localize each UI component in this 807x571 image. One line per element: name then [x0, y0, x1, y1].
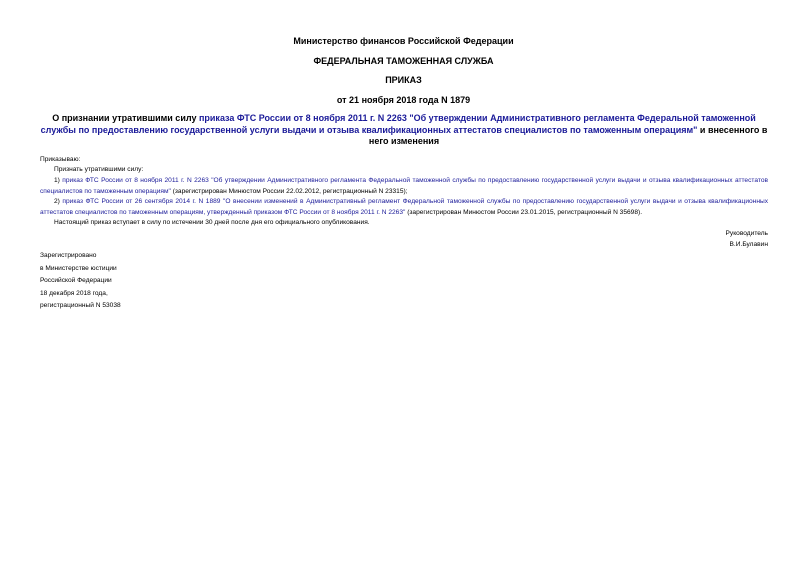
- order-word: Приказываю:: [40, 156, 81, 163]
- registration-line-5: регистрационный N 53038: [40, 302, 121, 310]
- registration-line-2: в Министерстве юстиции: [40, 264, 117, 272]
- title-prefix: О признании утратившими силу: [52, 113, 199, 123]
- signature-name: В.И.Булавин: [729, 241, 768, 248]
- item-1-number: 1): [54, 177, 63, 184]
- doc-date-heading: от 21 ноября 2018 года N 1879: [336, 95, 471, 105]
- item-intro: Признать утратившими силу:: [54, 166, 144, 173]
- registration-line-1: Зарегистрировано: [40, 252, 97, 259]
- item-2: [40, 197, 768, 218]
- title-link[interactable]: приказа ФТС России от 8 ноября 2011 г. N 2263 "Об утверждении Административного регламента Федеральной таможенной службы по предоставлению государственной услуги выдачи и отзыва квалификационных аттестатов специалистов по таможенным операциям": [40, 113, 756, 135]
- item-1-tail: (зарегистрирован Минюстом России 22.02.2012, регистрационный N 23315);: [170, 187, 408, 195]
- effective-clause: Настоящий приказ вступает в силу по истечении 30 дней после дня его официального опубликования.: [54, 219, 370, 226]
- document-title: [40, 113, 768, 148]
- item-2-link[interactable]: приказ ФТС России от 26 сентября 2014 г. N 1889 "О внесении изменений в Административный регламент Федеральной таможенной службы по предоставлению государственной услуги выдачи и отзыва квалификационных аттестатов специалистов по таможенным операциям, утвержденный приказом ФТС России от 8 ноября 2011 г. N 2263": [40, 198, 768, 216]
- title-suffix: и внесенного в него изменения: [368, 124, 768, 146]
- item-2-number: 2): [54, 198, 63, 205]
- service-heading: ФЕДЕРАЛЬНАЯ ТАМОЖЕННАЯ СЛУЖБА: [313, 56, 494, 66]
- registration-line-3: Российской Федерации: [40, 277, 112, 285]
- item-1-link[interactable]: приказ ФТС России от 8 ноября 2011 г. N 2263 "Об утверждении Административного регламента Федеральной таможенной службы по предоставлению государственной услуги выдачи и отзыва квалификационных аттестатов специалистов по таможенным операциям": [40, 177, 768, 195]
- item-1: [40, 176, 768, 197]
- ministry-heading: Министерство финансов Российской Федерации: [293, 36, 514, 46]
- item-2-tail: (зарегистрирован Минюстом России 23.01.2015, регистрационный N 35698).: [405, 208, 643, 216]
- doc-type-heading: ПРИКАЗ: [385, 75, 422, 85]
- signature-position: Руководитель: [725, 230, 768, 237]
- registration-line-4: 18 декабря 2018 года,: [40, 289, 108, 297]
- registration-block: [40, 250, 121, 313]
